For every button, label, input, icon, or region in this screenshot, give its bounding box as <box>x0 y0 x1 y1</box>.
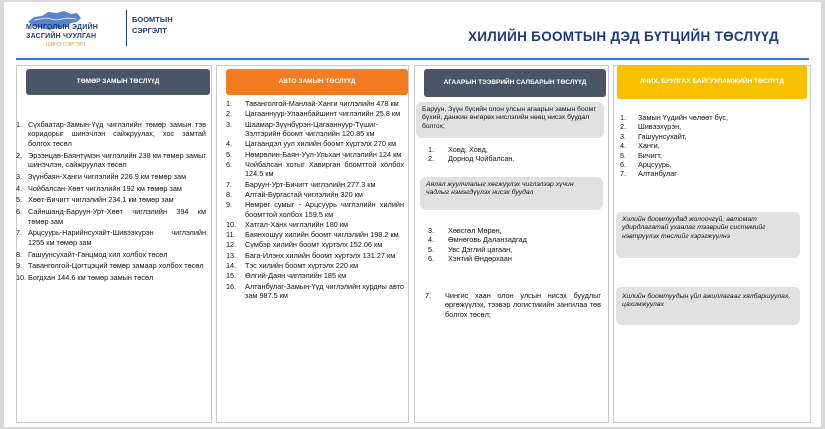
item-text: Алтанбулаг-Замын-Үүд чиглэлийн хурдны авто зам 987.5 км <box>245 281 404 301</box>
item-text: Тэс хилийн боомт хүртэлх 220 км <box>245 261 359 271</box>
item-text: Ховд, Ховд, <box>448 145 488 154</box>
item-number: 9. <box>226 200 233 210</box>
list-item <box>620 122 800 131</box>
list-item <box>226 220 404 229</box>
list-item <box>620 151 800 160</box>
item-number: 5. <box>428 244 435 254</box>
item-number: 3. <box>620 131 627 141</box>
item-text: Цагааннуур-Улаанбайшинт чиглэлийн 25.8 км <box>245 109 401 119</box>
list-item <box>226 99 404 108</box>
item-number: 6. <box>620 160 627 170</box>
item-number: 4. <box>620 141 627 151</box>
air-tourism-note: Аялал жуулчлалыг хөгжүүлэх чиглэлээр хүчин чадлыг нэмэгдүүлэх нисэх буудал <box>420 177 603 210</box>
list-item <box>620 160 800 169</box>
item-number: 10. <box>16 273 27 283</box>
item-number: 14. <box>226 261 237 271</box>
logo-divider <box>126 10 127 46</box>
logo-right-line1: БООМТЫН <box>132 15 173 24</box>
item-number: 7. <box>620 169 627 179</box>
list-item <box>16 184 206 193</box>
item-number: 12. <box>226 240 237 250</box>
item-text: Шаамар-Зүүнбүрэн-Цагааннуур-Түшиг-Зэлтэрийн боомт чиглэлийн 120.85 км <box>245 119 379 138</box>
item-number: 1. <box>620 113 627 122</box>
item-text: Сүхбаатар-Замын-Үүд чиглэлийн төмөр замын тэв коридорыг шинэчлэн сайжруулах, хос замтай болгох төсөл <box>28 120 206 148</box>
list-item <box>16 250 206 259</box>
title-underline <box>16 58 809 60</box>
list-item <box>226 251 404 260</box>
list-item <box>16 151 206 170</box>
item-text: Таванголгой-Манлай-Ханги чиглэлийн 478 км <box>245 99 399 108</box>
item-number: 4. <box>428 235 435 245</box>
list-item <box>16 261 206 270</box>
list-item <box>226 109 404 118</box>
list-item <box>428 235 598 244</box>
list-item <box>226 271 404 280</box>
air-item-7 <box>425 291 601 319</box>
item-text: Сүмбэр хилийн боомт хүртэлх 152.06 км <box>245 240 383 250</box>
item-text: Гашуунсухайт, <box>638 131 687 141</box>
list-item <box>226 261 404 270</box>
item-text: Хөвсгөл Мөрөн, <box>448 226 502 235</box>
item-text: Чингис хаан олон улсын нисэх буудлыг өргөжүүлэх, тээвэр логистикийн зангилаа төв болгох төсөл; <box>445 291 601 319</box>
item-text: Сайншанд-Баруун-Урт-Хөөт чиглэлийн 394 км төмөр зам <box>28 207 206 226</box>
air-list-2 <box>428 226 598 264</box>
list-item <box>16 228 206 247</box>
item-text: Баянхошуу хилийн боомт чиглэлийн 198.2 км <box>245 230 399 240</box>
item-number: 6. <box>16 207 23 217</box>
item-number: 6. <box>226 159 233 169</box>
list-item <box>428 145 598 154</box>
item-number: 9. <box>16 261 23 271</box>
logo <box>16 8 132 56</box>
rail-list <box>16 120 206 285</box>
item-number: 11. <box>226 230 236 240</box>
item-number: 1. <box>226 99 233 108</box>
item-number: 6. <box>428 254 435 264</box>
list-item <box>620 169 800 178</box>
item-number: 4. <box>16 183 23 193</box>
item-text: Арцсуурь, <box>638 160 672 170</box>
list-item <box>16 120 206 148</box>
item-number: 2. <box>16 150 23 160</box>
item-text: Хөөт-Бичигт чиглэлийн 234.1 км төмөр зам <box>28 195 174 205</box>
page-title: ХИЛИЙН БООМТЫН ДЭД БҮТЦИЙН ТӨСЛҮҮД <box>468 29 779 44</box>
item-text: Гашуунсухайт-Ганцмод хил холбох төсөл <box>28 249 168 259</box>
road-header: АВТО ЗАМЫН ТӨСЛҮҮД <box>226 69 408 95</box>
list-item <box>226 240 404 249</box>
item-number: 1. <box>16 120 23 129</box>
item-text: Эрээнцав-Баянтүмэн чиглэлийн 238 км төмөр замыг шинэчлэн, сайжруулах төсөл <box>28 150 206 170</box>
list-item <box>226 282 404 301</box>
list-item <box>16 273 206 282</box>
item-text: Чойбалсан хотыг Хавирган боомттой холбох 124.5 км <box>245 159 404 179</box>
item-text: Хатгал-Ханх чиглэлийн 180 км <box>245 219 349 229</box>
list-item <box>425 291 601 319</box>
list-item <box>428 254 598 263</box>
logo-tagline: ШИНЭ СЭРГЭЛТ <box>46 42 86 48</box>
item-number: 3. <box>226 119 233 129</box>
rail-header: ТӨМӨР ЗАМЫН ТӨСЛҮҮД <box>26 69 210 95</box>
list-item <box>226 120 404 139</box>
item-number: 13. <box>226 250 237 260</box>
air-intro-box: Баруун, Зүүн бүсийн олон улсын агаарын замын боомт бүхий, данжин өнгөрөх нислэгийн нөөц нисэх буудал болгох; <box>416 102 604 138</box>
item-text: Богдхан 144.6 км төмөр замын төсөл <box>28 273 154 283</box>
air-list-1 <box>428 145 598 164</box>
item-text: Таванголгой-Цогтцэций төмөр замаар холбох төсөл <box>28 261 204 271</box>
list-item <box>428 245 598 254</box>
item-text: Өмнөговь Даланзадгад <box>448 235 527 245</box>
item-number: 1. <box>428 145 435 154</box>
road-list <box>226 99 404 301</box>
item-number: 5. <box>226 149 233 159</box>
list-item <box>226 200 404 219</box>
item-text: Цагаандэл уул хилийн боомт хүртэлх 270 км <box>245 139 397 149</box>
item-text: Баруун-Урт-Бичигт чиглэлийн 277.3 км <box>245 179 376 189</box>
list-item <box>226 190 404 199</box>
list-item <box>620 113 800 122</box>
list-item <box>226 160 404 179</box>
item-text: Хэнтий Өндөрхаан <box>448 254 512 264</box>
list-item <box>16 207 206 226</box>
item-number: 8. <box>16 249 23 259</box>
item-text: Ханги, <box>638 141 660 151</box>
item-number: 2. <box>428 154 435 164</box>
item-text: Өлгий-Даян чиглэлийн 185 км <box>245 271 347 281</box>
list-item <box>226 150 404 159</box>
list-item <box>226 139 404 148</box>
item-text: Дорнод Чойбалсан. <box>448 154 515 164</box>
ports-note-automation: Хилийн боомтуудад жолоочгүй, автомат удирдлагатай ухаалаг тээврийн системийг нэвтрүүлэх төслийг хэрэгжүүлнэ <box>616 212 800 258</box>
ports-header: АЧИХ, БУУЛГАХ БАЙГУУЛАМЖИЙН ТӨСЛҮҮД <box>617 65 807 99</box>
item-text: Бага-Илэнх хилийн боомт хүртэлх 131.27 км <box>245 250 396 260</box>
item-text: Увс Дэглий цагаан, <box>448 244 513 254</box>
list-item <box>226 180 404 189</box>
item-number: 5. <box>16 195 23 205</box>
item-number: 8. <box>226 189 233 199</box>
list-item <box>16 172 206 181</box>
ports-list <box>620 113 800 179</box>
item-text: Арцсуурь-Нарийнсухайт-Шивээхүрэн чиглэлийн 1255 км төмөр зам <box>28 228 206 247</box>
logo-right-line2: СЭРГЭЛТ <box>132 26 167 35</box>
item-number: 2. <box>620 122 627 132</box>
item-number: 16. <box>226 281 237 291</box>
item-text: Шивээхүрэн, <box>638 122 682 132</box>
item-text: Замын Үүдийн чөлөөт бүс, <box>638 113 729 122</box>
item-number: 3. <box>428 226 435 235</box>
item-text: Чойбалсан-Хөөт чиглэлийн 192 км төмөр зам <box>28 183 182 193</box>
item-number: 3. <box>16 171 23 181</box>
item-number: 7. <box>425 291 432 300</box>
item-text: Нөмрөг сумыг - Арцсуурь чиглэлийн хилийн боомттой холбох 159.5 км <box>245 200 404 219</box>
list-item <box>620 141 800 150</box>
logo-text-line1: МОНГОЛЫН ЭДИЙН <box>26 24 98 31</box>
item-number: 7. <box>226 179 233 189</box>
item-number: 5. <box>620 150 627 160</box>
list-item <box>620 132 800 141</box>
item-number: 7. <box>16 228 23 238</box>
item-number: 10. <box>226 219 237 229</box>
item-text: Зүүнбаян-Ханги чиглэлийн 226.9 км төмөр зам <box>28 171 187 181</box>
item-text: Нөмрөлин-Баян-Уул-Ульхан чиглэлийн 124 км <box>245 149 402 159</box>
logo-text-line2: ЗАСГИЙН ЧУУЛГАН <box>26 33 97 40</box>
air-header: АГААРЫН ТЭЭВРИЙН САЛБАРЫН ТӨСЛҮҮД <box>424 69 606 97</box>
item-number: 4. <box>226 139 233 149</box>
list-item <box>16 195 206 204</box>
list-item <box>226 230 404 239</box>
item-text: Алтанбулаг <box>638 169 677 179</box>
list-item <box>428 226 598 235</box>
ports-note-digitalization: Хилийн боомтуудын үйл ажиллагааг хялбаршуулах, цахимжуулах <box>616 287 800 325</box>
slide <box>4 2 821 427</box>
item-number: 2. <box>226 109 233 119</box>
item-text: Бичигт, <box>638 150 662 160</box>
item-number: 15. <box>226 271 237 281</box>
list-item <box>428 154 598 163</box>
item-text: Алтай-Бургастай чиглэлийн 320 км <box>245 189 363 199</box>
